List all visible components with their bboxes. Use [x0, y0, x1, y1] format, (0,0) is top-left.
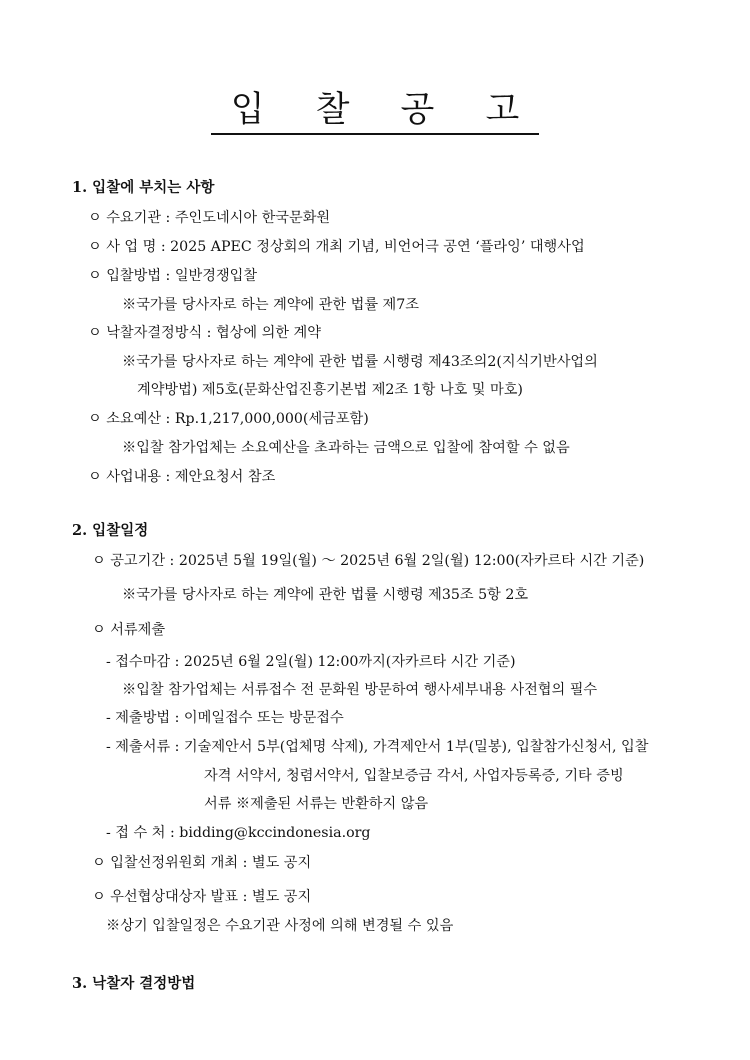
item-committee-meeting: ㅇ 입찰선정위원회 개최 : 별도 공지: [92, 855, 312, 871]
section-1-heading: 1. 입찰에 부치는 사항: [72, 179, 215, 196]
section-2-heading: 2. 입찰일정: [72, 522, 149, 539]
note-bid-method: ※국가를 당사자로 하는 계약에 관한 법률 제7조: [122, 297, 419, 313]
note-budget: ※입찰 참가업체는 소요예산을 초과하는 금액으로 입찰에 참여할 수 없음: [122, 440, 570, 456]
item-project-content: ㅇ 사업내용 : 제안요청서 참조: [88, 469, 276, 485]
item-demand-agency: ㅇ 수요기관 : 주인도네시아 한국문화원: [88, 210, 331, 226]
note-award-method-2: 계약방법) 제5호(문화산업진흥기본법 제2조 1항 나호 및 마호): [137, 382, 523, 398]
sub-deadline: - 접수마감 : 2025년 6월 2일(월) 12:00까지(자카르타 시간 기준): [106, 654, 516, 670]
item-priority-negotiation: ㅇ 우선협상대상자 발표 : 별도 공지: [92, 889, 312, 905]
item-document-submission: ㅇ 서류제출: [92, 622, 166, 638]
sub-documents-2: 자격 서약서, 청렴서약서, 입찰보증금 각서, 사업자등록증, 기타 증빙: [204, 768, 624, 784]
note-deadline: ※입찰 참가업체는 서류접수 전 문화원 방문하여 행사세부내용 사전협의 필수: [122, 682, 598, 698]
item-bid-method: ㅇ 입찰방법 : 일반경쟁입찰: [88, 268, 258, 284]
item-award-method: ㅇ 낙찰자결정방식 : 협상에 의한 계약: [88, 325, 321, 341]
note-notice-period: ※국가를 당사자로 하는 계약에 관한 법률 시행령 제35조 5항 2호: [122, 587, 529, 603]
note-schedule-change: ※상기 입찰일정은 수요기관 사정에 의해 변경될 수 있음: [106, 918, 454, 934]
section-3-heading: 3. 낙찰자 결정방법: [72, 975, 196, 992]
item-notice-period: ㅇ 공고기간 : 2025년 5월 19일(월) ～ 2025년 6월 2일(월) 12:00(자카르타 시간 기준): [92, 553, 645, 569]
page-title: 입 찰 공 고: [0, 88, 750, 132]
sub-submission-method: - 제출방법 : 이메일접수 또는 방문접수: [106, 710, 344, 726]
item-budget: ㅇ 소요예산 : Rp.1,217,000,000(세금포함): [88, 411, 369, 427]
sub-documents-3: 서류 ※제출된 서류는 반환하지 않음: [204, 796, 429, 812]
item-project-name: ㅇ 사 업 명 : 2025 APEC 정상회의 개최 기념, 비언어극 공연 ‘플라잉’ 대행사업: [88, 239, 585, 255]
note-award-method-1: ※국가를 당사자로 하는 계약에 관한 법률 시행령 제43조의2(지식기반사업의: [122, 354, 598, 370]
sub-documents-1: - 제출서류 : 기술제안서 5부(업체명 삭제), 가격제안서 1부(밀봉), 입찰참가신청서, 입찰: [106, 739, 649, 755]
sub-submission-email: - 접 수 처 : bidding@kccindonesia.org: [106, 825, 371, 841]
